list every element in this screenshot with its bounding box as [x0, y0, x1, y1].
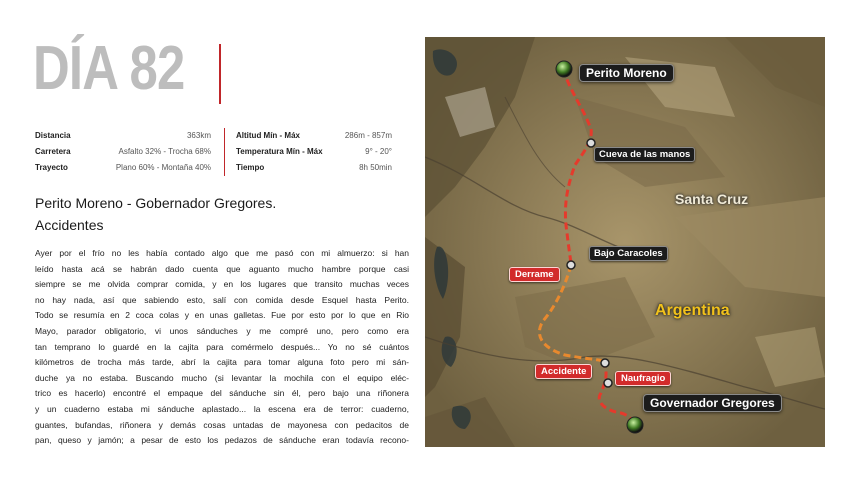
incident-label-derrame[interactable]: Derrame: [509, 267, 560, 282]
body-line: trico es hacerlo) encontré el empaque del sánduche sin él, pero bajo una riñonera: [35, 388, 409, 399]
body-line: Ayer por el frío no les había contado algo que me pasó con mi almuerzo: si han: [35, 248, 409, 258]
body-line: duche ya no estaba. Buscando mucho (si levantar la mochila con el equipo eléc-: [35, 372, 409, 383]
pin-bajo-caracoles[interactable]: [567, 261, 575, 269]
stat-row: [35, 128, 211, 144]
stat-label: Altitud Mín - Máx: [236, 131, 300, 140]
stat-value: Asfalto 32% - Trocha 68%: [118, 147, 211, 156]
stat-label: Temperatura Mín - Máx: [236, 147, 323, 156]
stat-value: Plano 60% - Montaña 40%: [115, 163, 211, 172]
body-line: pan, queso y jamón; a pesar de esto los pedazos de sánduche eran todavía recono-: [35, 435, 409, 446]
day-title: DÍA 82: [33, 34, 185, 103]
stat-label: Tiempo: [236, 163, 265, 172]
stats-divider: [224, 128, 225, 176]
stats-right: [236, 128, 392, 176]
incident-label-accidente[interactable]: Accidente: [535, 364, 592, 379]
body-line: leído hasta acá se habrán dado cuenta que aguanto mucho hambre porque casi: [35, 263, 409, 274]
pin-accidente[interactable]: [601, 359, 609, 367]
city-label-gobernador-gregores[interactable]: Governador Gregores: [643, 394, 782, 412]
subtitle-line: Perito Moreno - Gobernador Gregores.: [35, 195, 277, 211]
body-line: tan temprano lo guardé en la cajita para comérmelo después... Yo no sé cuántos: [35, 341, 409, 352]
body-line: kilómetros de trocha más tarde, abrí la cajita para tomar alguna foto pero mi sán-: [35, 357, 409, 368]
body-line: guantes, bufandas, riñonera y demás cosas untadas de mayonesa con pedacitos de: [35, 419, 409, 430]
route-subtitle: [35, 192, 276, 236]
pin-cueva[interactable]: [587, 139, 595, 147]
stat-row: [35, 160, 211, 176]
stat-row: [236, 128, 392, 144]
region-label: Santa Cruz: [675, 191, 749, 207]
pin-gobernador-gregores[interactable]: [627, 417, 643, 433]
body-line: Mayo, parador obligatorio, vi unos sánduches y me compré uno, pero como era: [35, 325, 409, 336]
place-label-cueva[interactable]: Cueva de las manos: [594, 147, 695, 162]
pin-naufragio[interactable]: [604, 379, 612, 387]
body-line: siempre se me olvida comprar comida, y en los lugares que transito muchas veces: [35, 279, 409, 290]
body-text: [35, 246, 409, 449]
pin-perito-moreno[interactable]: [556, 61, 572, 77]
route-map[interactable]: [425, 37, 825, 447]
stats-left: [35, 128, 211, 176]
stat-label: Trayecto: [35, 163, 68, 172]
city-label-perito-moreno[interactable]: Perito Moreno: [579, 64, 674, 82]
stat-row: [236, 160, 392, 176]
body-line: y un cuaderno estaba mi sánduche aplastado... la escena era de terror: cuaderno,: [35, 403, 409, 414]
stat-label: Carretera: [35, 147, 71, 156]
body-line: no hay nada, así que sabiendo esto, salí con comida desde Esquel hasta Perito.: [35, 294, 409, 305]
incident-label-naufragio[interactable]: Naufragio: [615, 371, 671, 386]
stat-row: [35, 144, 211, 160]
stat-label: Distancia: [35, 131, 71, 140]
subtitle-line: Accidentes: [35, 217, 104, 233]
body-line: Todo se resumía en 2 coca colas y en unas galletas. Fue por esto por lo que en Rio: [35, 310, 409, 321]
stat-value: 286m - 857m: [344, 131, 392, 140]
stat-value: 8h 50min: [359, 163, 392, 172]
stat-value: 363km: [186, 131, 211, 140]
country-label: Argentina: [655, 302, 730, 319]
stat-value: 9° - 20°: [365, 147, 392, 156]
stat-row: [236, 144, 392, 160]
place-label-bajo-caracoles[interactable]: Bajo Caracoles: [589, 246, 668, 261]
title-accent-bar: [219, 44, 221, 104]
